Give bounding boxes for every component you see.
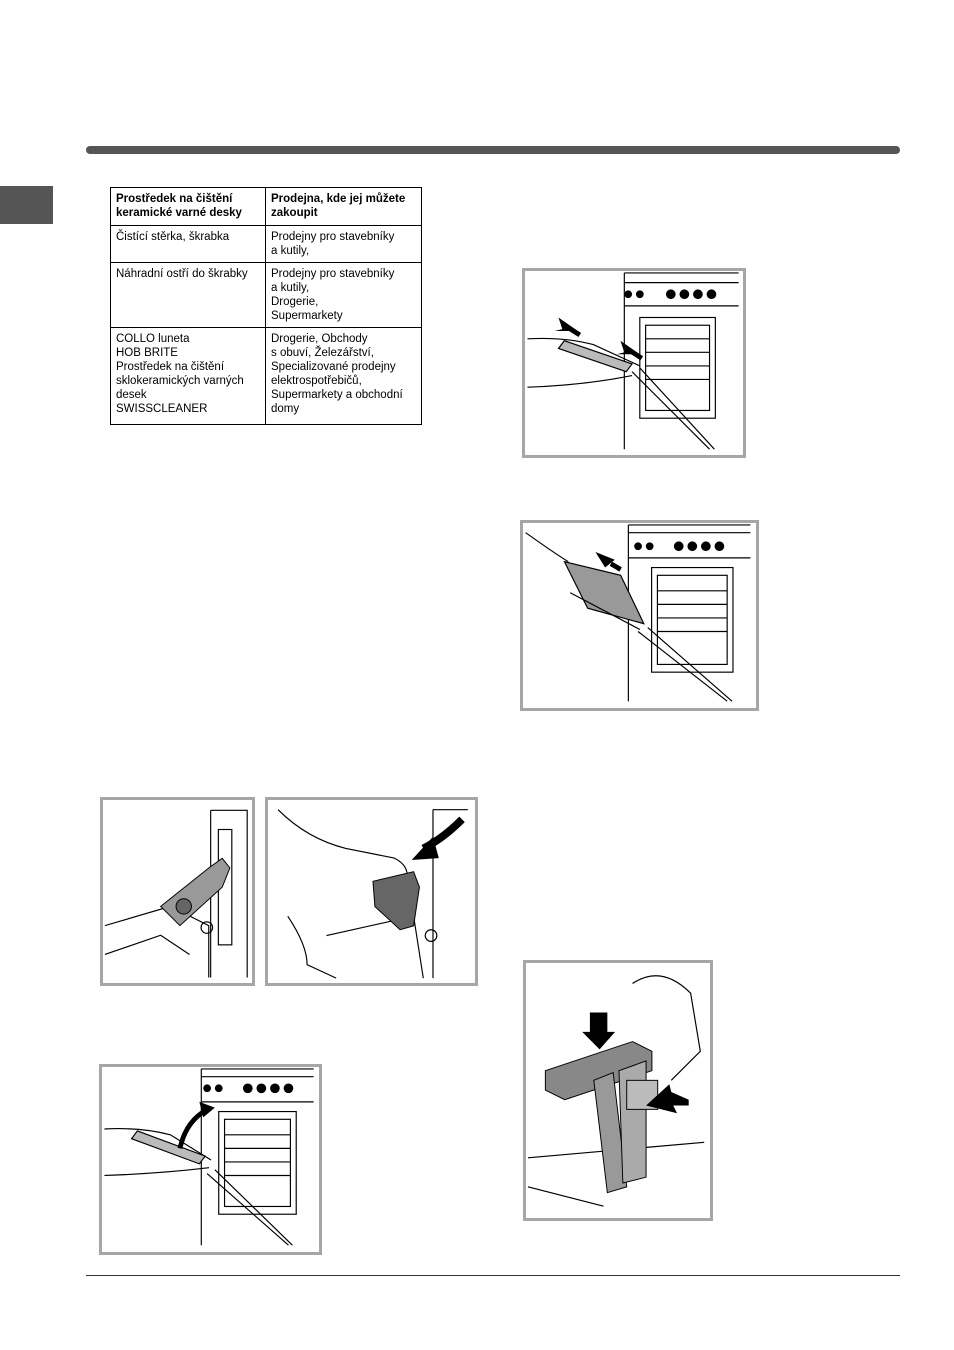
table-cell: Náhradní ostří do škrabky	[111, 263, 266, 328]
footer-rule	[86, 1275, 900, 1276]
table-header-row	[111, 188, 422, 226]
rail-illustration	[526, 963, 710, 1218]
table-row	[111, 263, 422, 328]
cleaning-products-table	[110, 187, 422, 425]
table-row	[111, 328, 422, 425]
arrow-icon	[180, 1102, 215, 1148]
oven-illustration	[525, 271, 743, 455]
table-cell: COLLO luneta HOB BRITE Prostředek na čištění sklokeramických varných desek SWISSCLEANER	[111, 328, 266, 425]
hinge-illustration	[103, 800, 252, 983]
figure-oven-remove-glass	[520, 520, 759, 711]
table-cell: Prodejny pro stavebníky a kutily, Drogerie, Supermarkety	[266, 263, 422, 328]
figure-hinge-press	[265, 797, 478, 986]
oven-illustration	[102, 1067, 319, 1252]
arrow-icon	[412, 819, 462, 860]
figure-oven-replace-bar	[99, 1064, 322, 1255]
language-tab	[0, 186, 53, 224]
figure-door-rail	[523, 960, 713, 1221]
table-row	[111, 226, 422, 263]
table-cell: Prodejny pro stavebníky a kutily,	[266, 226, 422, 263]
figure-hinge	[100, 797, 255, 986]
table-cell: Čistící stěrka, škrabka	[111, 226, 266, 263]
hinge-illustration	[268, 800, 475, 983]
table-cell: Drogerie, Obchody s obuví, Železářství, Specializované prodejny elektrospotřebičů, Supermarkety a obchodní domy	[266, 328, 422, 425]
arrow-icon	[595, 552, 620, 569]
figure-oven-remove-bar	[522, 268, 746, 458]
table-header-product: Prostředek na čištění keramické varné desky	[111, 188, 266, 226]
table-header-store: Prodejna, kde jej můžete zakoupit	[266, 188, 422, 226]
header-rule	[86, 146, 900, 154]
oven-illustration	[523, 523, 756, 708]
